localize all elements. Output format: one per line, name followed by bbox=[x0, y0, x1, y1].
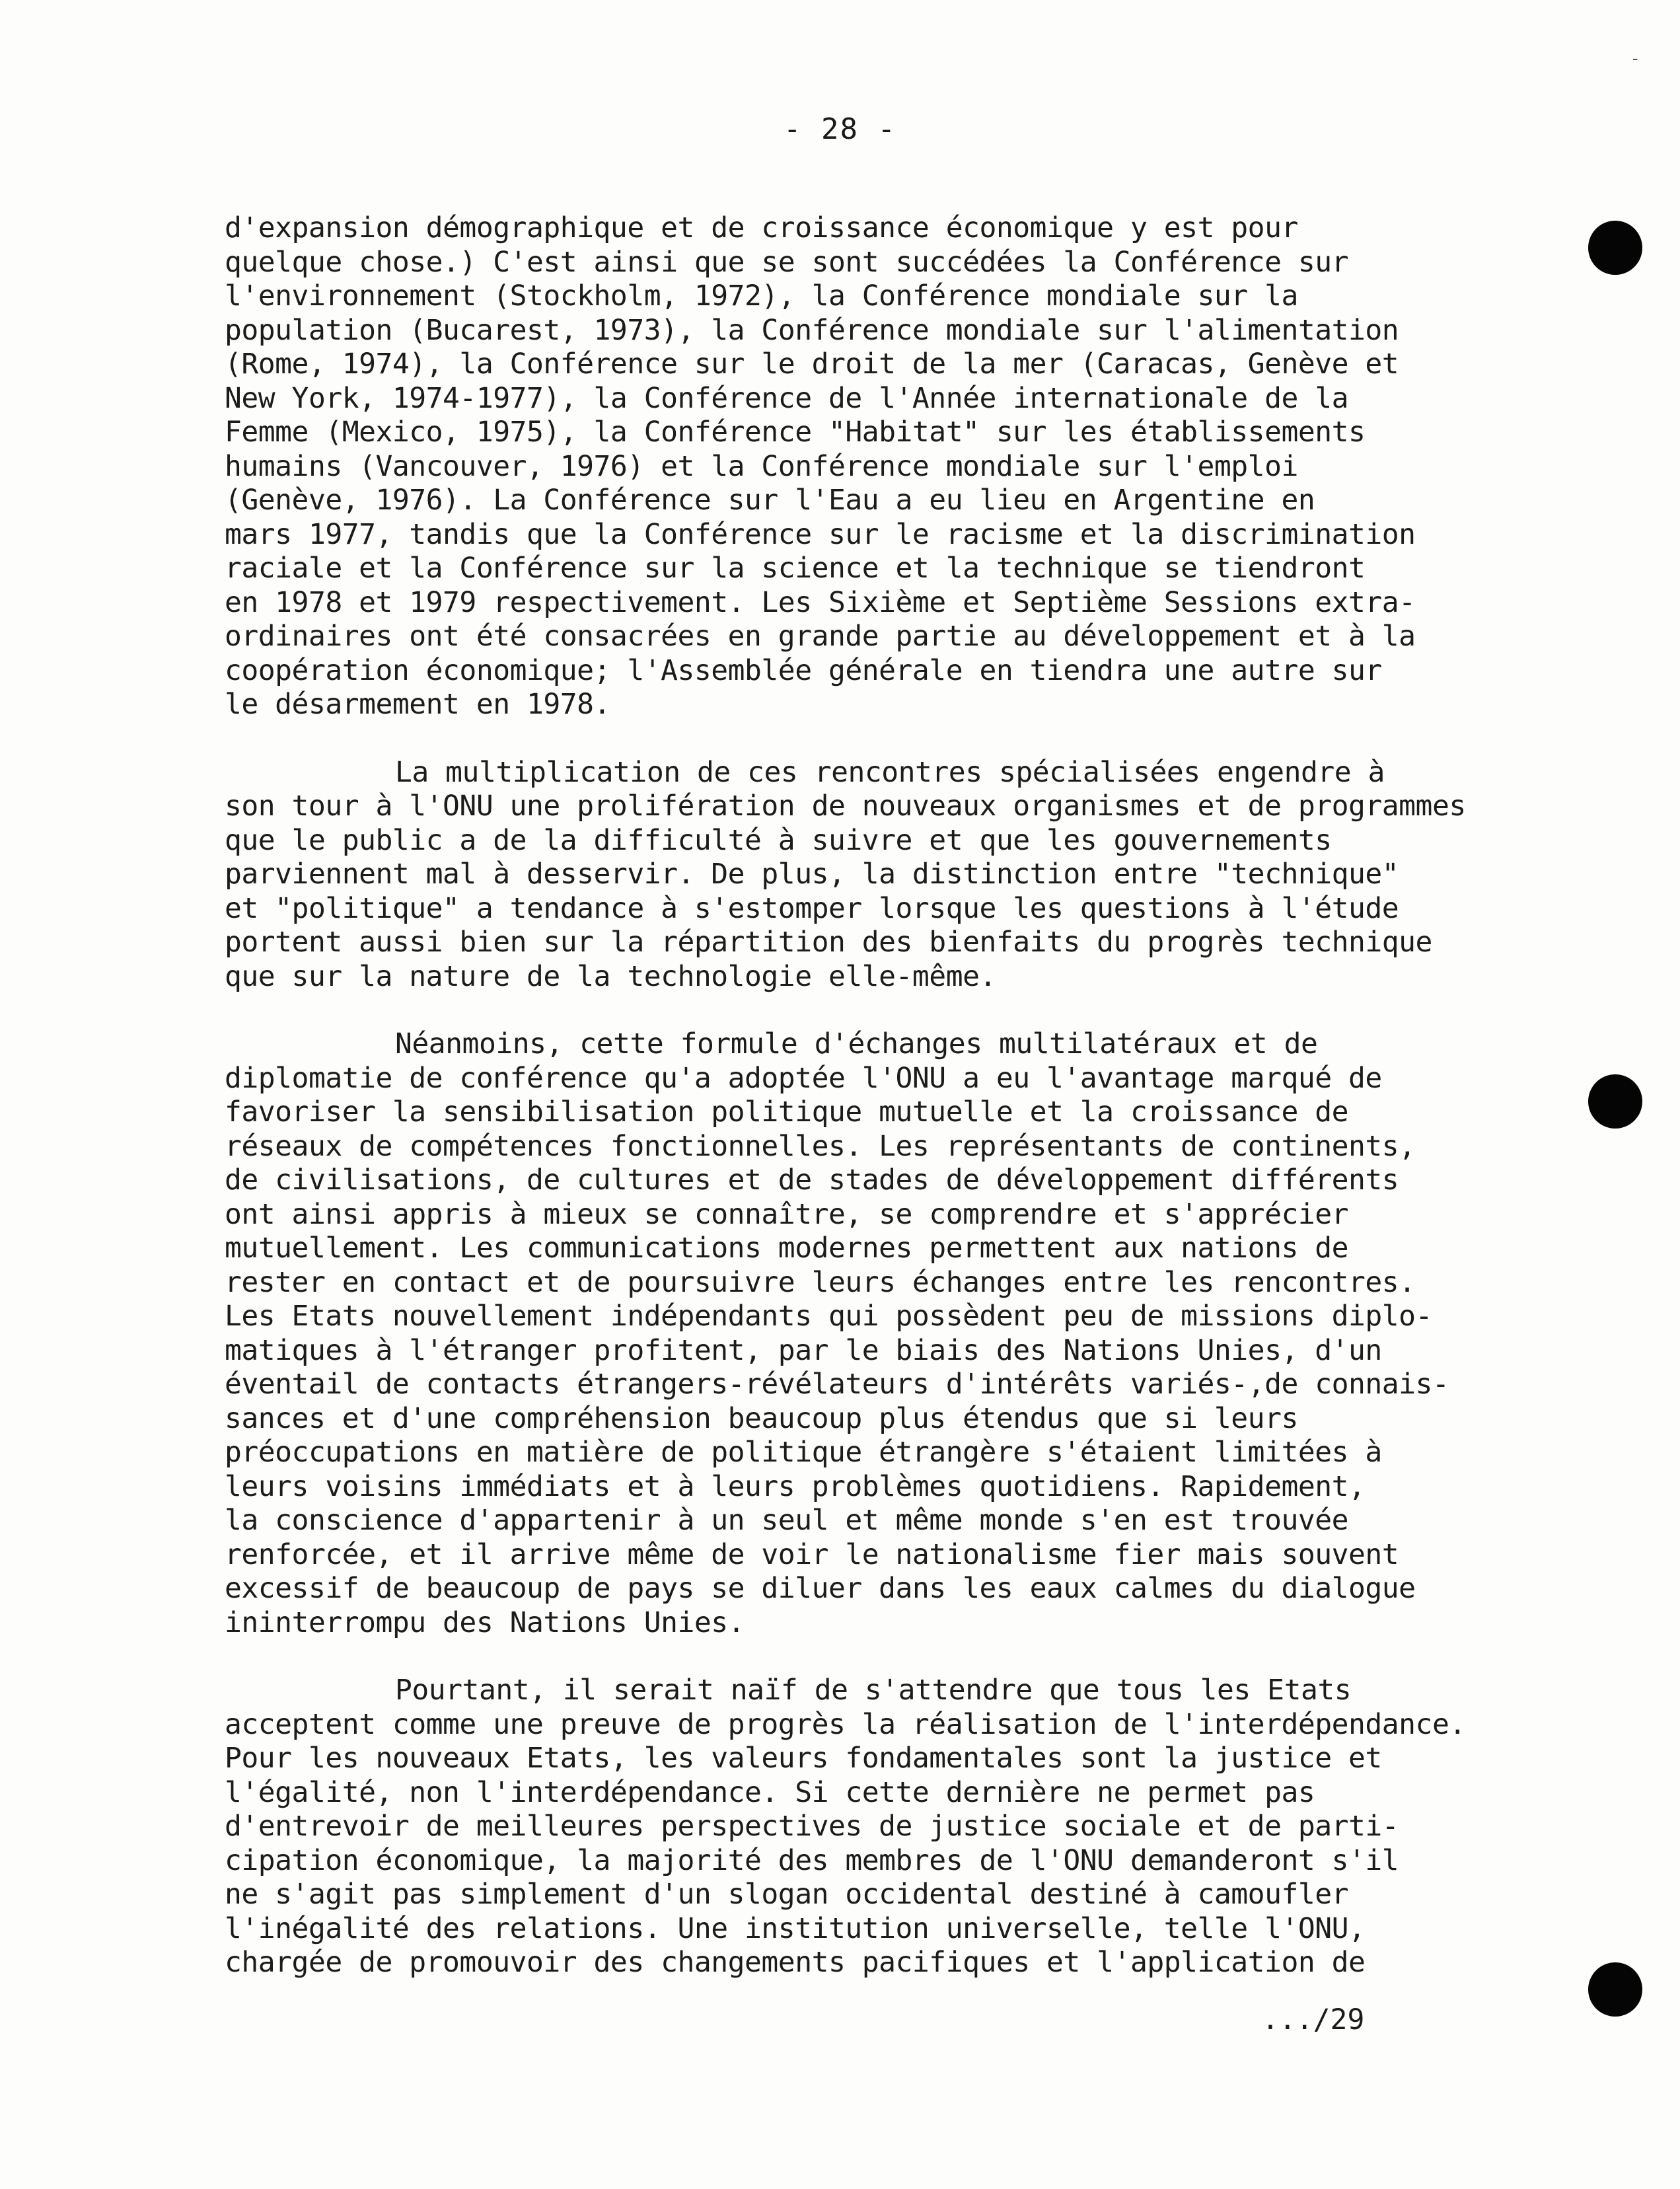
text-line: cipation économique, la majorité des membres de l'ONU demanderont s'il bbox=[225, 1843, 1399, 1877]
text-line: raciale et la Conférence sur la science et la technique se tiendront bbox=[225, 552, 1366, 585]
text-line: mutuellement. Les communications modernes permettent aux nations de bbox=[225, 1232, 1349, 1265]
text-line: renforcée, et il arrive même de voir le nationalisme fier mais souvent bbox=[225, 1538, 1399, 1571]
text-line: population (Bucarest, 1973), la Conférence mondiale sur l'alimentation bbox=[225, 313, 1399, 347]
text-line: Néanmoins, cette formule d'échanges multilatéraux et de bbox=[395, 1027, 1318, 1060]
text-line-first bbox=[225, 1674, 1493, 1708]
body-text bbox=[225, 211, 1493, 2014]
punch-hole-icon bbox=[1588, 221, 1642, 275]
text-line: quelque chose.) C'est ainsi que se sont succédées la Conférence sur bbox=[225, 245, 1349, 279]
text-line: leurs voisins immédiats et à leurs problèmes quotidiens. Rapidement, bbox=[225, 1469, 1366, 1503]
text-line: préoccupations en matière de politique étrangère s'étaient limitées à bbox=[225, 1436, 1382, 1469]
text-line: ordinaires ont été consacrées en grande partie au développement et à la bbox=[225, 620, 1416, 653]
text-line: son tour à l'ONU une prolifération de nouveaux organismes et de programmes bbox=[225, 790, 1466, 823]
text-line: en 1978 et 1979 respectivement. Les Sixième et Septième Sessions extra- bbox=[225, 585, 1416, 619]
text-line: l'égalité, non l'interdépendance. Si cette dernière ne permet pas bbox=[225, 1775, 1315, 1809]
text-line: d'expansion démographique et de croissance économique y est pour bbox=[225, 211, 1298, 244]
text-line: le désarmement en 1978. bbox=[225, 688, 610, 721]
text-line: humains (Vancouver, 1976) et la Conférence mondiale sur l'emploi bbox=[225, 449, 1298, 483]
text-line: (Genève, 1976). La Conférence sur l'Eau a eu lieu en Argentine en bbox=[225, 484, 1315, 517]
text-line: coopération économique; l'Assemblée générale en tiendra une autre sur bbox=[225, 653, 1382, 687]
text-line: éventail de contacts étrangers-révélateurs d'intérêts variés-,de connais- bbox=[225, 1368, 1449, 1401]
text-line: portent aussi bien sur la répartition des bienfaits du progrès technique bbox=[225, 926, 1432, 959]
text-line: excessif de beaucoup de pays se diluer dans les eaux calmes du dialogue bbox=[225, 1572, 1416, 1605]
text-line: Les Etats nouvellement indépendants qui possèdent peu de missions diplo- bbox=[225, 1300, 1432, 1333]
text-line: de civilisations, de cultures et de stades de développement différents bbox=[225, 1164, 1399, 1197]
text-line: matiques à l'étranger profitent, par le biais des Nations Unies, d'un bbox=[225, 1333, 1382, 1367]
text-line: réseaux de compétences fonctionnelles. Les représentants de continents, bbox=[225, 1129, 1416, 1163]
text-line: l'environnement (Stockholm, 1972), la Conférence mondiale sur la bbox=[225, 279, 1298, 313]
text-line: sances et d'une compréhension beaucoup plus étendus que si leurs bbox=[225, 1401, 1298, 1435]
text-line: d'entrevoir de meilleures perspectives de justice sociale et de parti- bbox=[225, 1810, 1399, 1843]
text-line: (Rome, 1974), la Conférence sur le droit de la mer (Caracas, Genève et bbox=[225, 348, 1399, 381]
text-line: ne s'agit pas simplement d'un slogan occidental destiné à camoufler bbox=[225, 1878, 1349, 1911]
punch-hole-icon bbox=[1588, 1074, 1642, 1129]
text-line: ininterrompu des Nations Unies. bbox=[225, 1606, 745, 1639]
scan-mark: - bbox=[1630, 49, 1640, 69]
text-line: la conscience d'appartenir à un seul et même monde s'en est trouvée bbox=[225, 1504, 1349, 1537]
paragraph-1 bbox=[225, 211, 1493, 722]
paragraph-2 bbox=[225, 756, 1493, 994]
text-line: que sur la nature de la technologie elle-même. bbox=[225, 959, 996, 993]
text-line-first bbox=[225, 1027, 1493, 1062]
text-line: La multiplication de ces rencontres spécialisées engendre à bbox=[395, 755, 1385, 789]
page-number: - 28 - bbox=[784, 112, 896, 146]
punch-hole-icon bbox=[1588, 1962, 1642, 2017]
paragraph-3 bbox=[225, 1027, 1493, 1640]
text-line: ont ainsi appris à mieux se connaître, se comprendre et s'apprécier bbox=[225, 1197, 1349, 1231]
text-line: que le public a de la difficulté à suivre et que les gouvernements bbox=[225, 823, 1332, 857]
continuation-reference: .../29 bbox=[1262, 2003, 1365, 2036]
text-line: acceptent comme une preuve de progrès la réalisation de l'interdépendance. bbox=[225, 1707, 1466, 1741]
text-line: et "politique" a tendance à s'estomper lorsque les questions à l'étude bbox=[225, 891, 1399, 925]
text-line: Pour les nouveaux Etats, les valeurs fondamentales sont la justice et bbox=[225, 1742, 1382, 1775]
text-line: mars 1977, tandis que la Conférence sur le racisme et la discrimination bbox=[225, 517, 1416, 551]
text-line: favoriser la sensibilisation politique mutuelle et la croissance de bbox=[225, 1095, 1349, 1129]
text-line: l'inégalité des relations. Une institution universelle, telle l'ONU, bbox=[225, 1911, 1366, 1945]
text-line: New York, 1974-1977), la Conférence de l'Année internationale de la bbox=[225, 381, 1349, 415]
text-line: diplomatie de conférence qu'a adoptée l'ONU a eu l'avantage marqué de bbox=[225, 1061, 1382, 1095]
text-line-first bbox=[225, 756, 1493, 790]
text-line: parviennent mal à desservir. De plus, la distinction entre "technique" bbox=[225, 858, 1399, 891]
text-line: Femme (Mexico, 1975), la Conférence "Habitat" sur les établissements bbox=[225, 416, 1366, 449]
paragraph-4 bbox=[225, 1674, 1493, 1980]
text-line: rester en contact et de poursuivre leurs échanges entre les rencontres. bbox=[225, 1265, 1416, 1299]
text-line: Pourtant, il serait naïf de s'attendre que tous les Etats bbox=[395, 1674, 1352, 1707]
text-line: chargée de promouvoir des changements pacifiques et l'application de bbox=[225, 1946, 1366, 1979]
